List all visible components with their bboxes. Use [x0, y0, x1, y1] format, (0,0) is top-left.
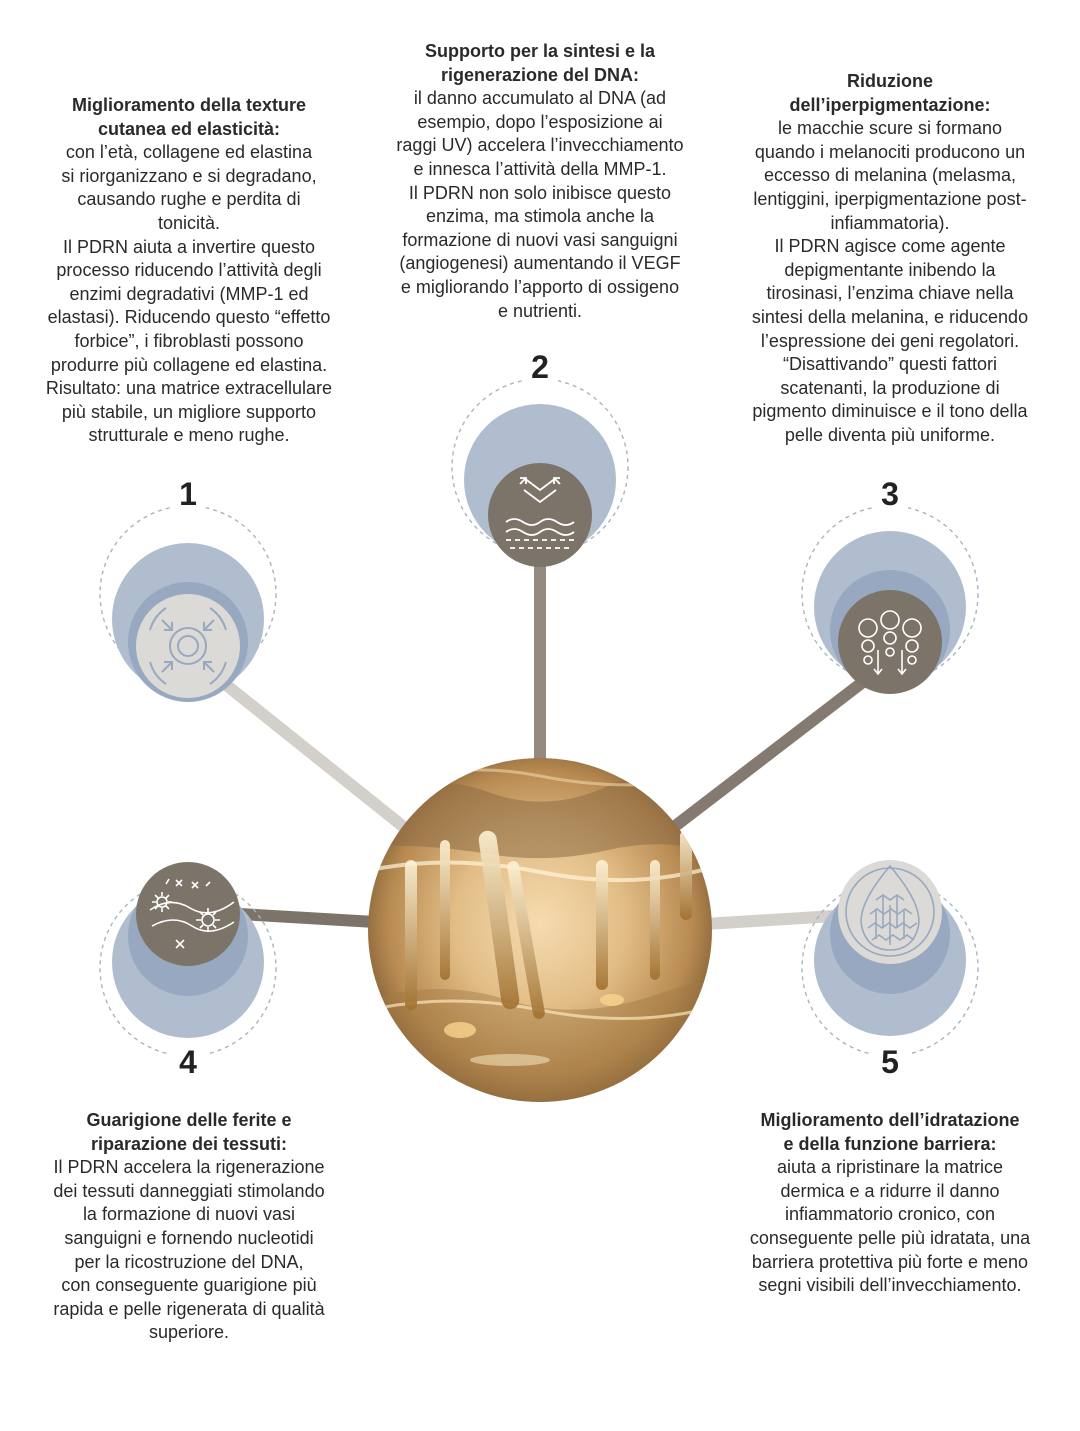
step-number-3: 3	[872, 474, 908, 514]
node-2	[452, 379, 628, 567]
benefit-block-4	[26, 1109, 352, 1345]
benefit-text-1: con l’età, collagene ed elastina si riorganizzano e si degradano, causando rughe e perdita di tonicità. Il PDRN aiuta a invertire questo processo riducendo l’attività degli enzimi degradativi (MMP-1 ed elastasi). Riducendo questo “effetto forbice”, i fibroblasti possono produrre più collagene ed elastina. Risultato: una matrice extracellulare più stabile, un migliore supporto strutturale e meno rughe.	[45, 142, 333, 446]
center-serum-image	[368, 758, 728, 1124]
benefit-block-2	[376, 40, 704, 323]
benefit-text-4: Il PDRN accelera la rigenerazione dei tessuti danneggiati stimolando la formazione di nuovi vasi sanguigni e fornendo nucleotidi per la ricostruzione del DNA, con conseguente guarigione più rapida e pelle rigenerata di qualità superiore.	[53, 1157, 325, 1343]
benefit-text-5: aiuta a ripristinare la matrice dermica e a ridurre il danno infiammatorio cronico, con conseguente pelle più idratata, una barriera protettiva più forte e meno segni visibili dell’invecchiamento.	[749, 1157, 1031, 1296]
step-number-5: 5	[872, 1042, 908, 1082]
benefit-title-4: Guarigione delle ferite e riparazione dei tessuti:	[86, 1110, 292, 1154]
step-number-1: 1	[170, 474, 206, 514]
benefit-block-1	[26, 94, 352, 448]
benefit-title-1: Miglioramento della texture cutanea ed elasticità:	[71, 95, 307, 139]
node-3-icon-disc	[838, 590, 942, 694]
connector-1	[210, 672, 420, 840]
node-4-icon-disc	[136, 862, 240, 966]
node-3	[802, 506, 978, 694]
connector-3	[670, 675, 872, 830]
benefit-block-5	[726, 1109, 1054, 1298]
step-number-4: 4	[170, 1042, 206, 1082]
node-1-icon-disc	[136, 594, 240, 698]
benefit-title-3: Riduzione dell’iperpigmentazione:	[789, 71, 991, 115]
benefit-block-3	[726, 70, 1054, 448]
benefit-title-2: Supporto per la sintesi e la rigenerazione del DNA:	[424, 41, 656, 85]
node-2-icon-disc	[488, 463, 592, 567]
connector-5	[705, 916, 835, 924]
node-4	[100, 862, 276, 1056]
benefit-text-2: il danno accumulato al DNA (ad esempio, dopo l’esposizione ai raggi UV) accelera l’invecchiamento e innesca l’attività della MMP-1. Il PDRN non solo inibisce questo enzima, ma stimola anche la formazione di nuovi vasi sanguigni (angiogenesi) aumentando il VEGF e migliorando l’apporto di ossigeno e nutrienti.	[396, 88, 684, 321]
benefit-text-3: le macchie scure si formano quando i melanociti producono un eccesso di melanina (melasma, lentiggini, iperpigmentazione post- infiammatoria). Il PDRN agisce come agente depigmentante inibendo la tirosinasi, l’enzima chiave nella sintesi della melanina, e riducendo l’espressione dei geni regolatori. “Disattivando” questi fattori scatenanti, la produzione di pigmento diminuisce e il tono della pelle diventa più uniforme.	[751, 118, 1029, 445]
benefit-title-5: Miglioramento dell’idratazione e della funzione barriera:	[760, 1110, 1020, 1154]
node-1	[100, 506, 276, 702]
step-number-2: 2	[522, 347, 558, 387]
node-5	[802, 860, 978, 1056]
